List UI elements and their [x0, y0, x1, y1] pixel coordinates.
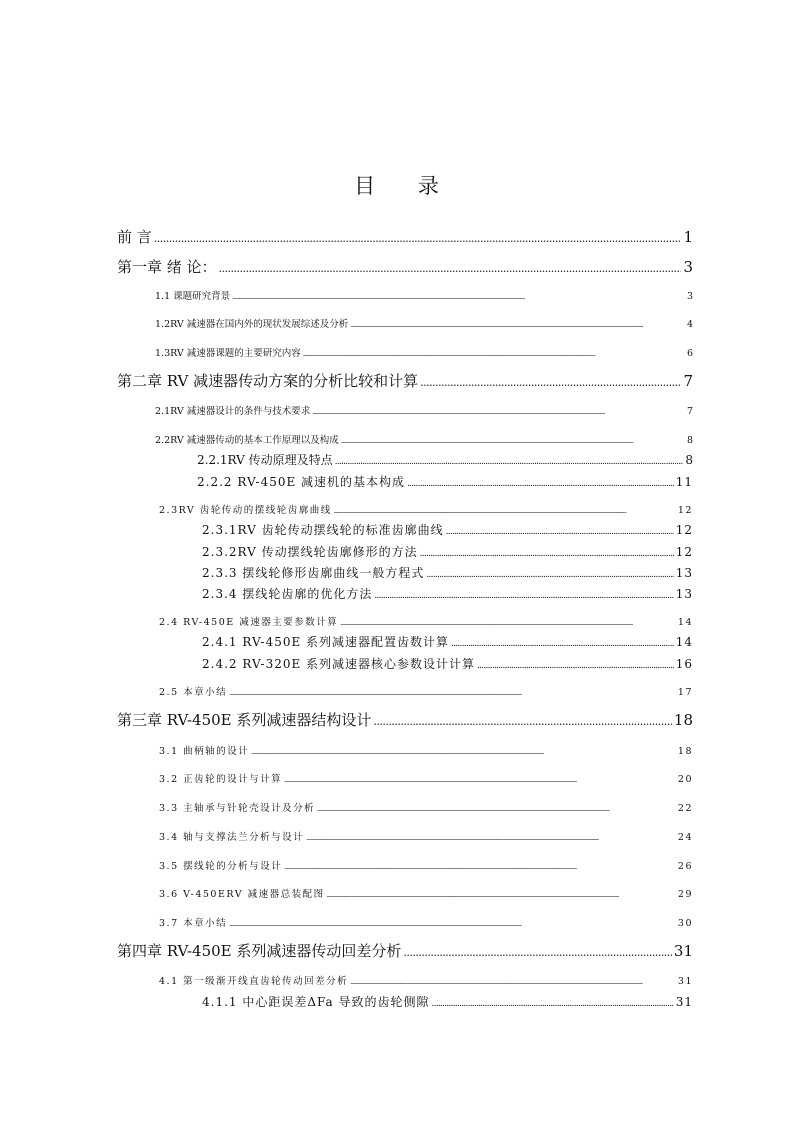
toc-entry-page: 7 — [686, 406, 693, 417]
toc-entry-page: 7 — [683, 372, 693, 390]
leader-dots — [373, 715, 672, 728]
toc-entry-label: 第三章 RV-450E 系列减速器结构设计 — [117, 711, 372, 729]
leader-dots — [403, 946, 672, 959]
leader-dots — [420, 549, 674, 559]
toc-entry-page: 14 — [677, 617, 693, 628]
leader-dots — [426, 570, 673, 580]
toc-entry-label: 3.4 轴与支撑法兰分析与设计 — [159, 832, 305, 843]
toc-entry-label: 3.6 V-450ERV 减速器总装配图 — [159, 889, 325, 900]
toc-entry-label: 3.3 主轴承与针轮壳设计及分析 — [159, 803, 316, 814]
leader-dots — [229, 690, 676, 697]
leader-dots — [446, 527, 674, 537]
toc-entry-label: 2.5 本章小结 — [159, 687, 228, 698]
toc-entry-label: 3.2 正齿轮的设计与计算 — [159, 774, 283, 785]
toc-entry[interactable] — [117, 226, 693, 247]
toc-entry[interactable] — [155, 316, 693, 330]
toc-entry-label: 2.3RV 齿轮传动的摆线轮齿廓曲线 — [159, 505, 332, 516]
toc-entry[interactable] — [202, 655, 693, 672]
toc-entry[interactable] — [159, 915, 693, 929]
toc-entry-label: 2.1RV 减速器设计的条件与技术要求 — [155, 406, 311, 417]
leader-dots — [350, 979, 676, 986]
toc-entry-label: 2.4.1 RV-450E 系列减速器配置齿数计算 — [202, 635, 450, 649]
toc-entry-page: 11 — [675, 475, 693, 489]
toc-entry-label: 3.5 摆线轮的分析与设计 — [159, 861, 283, 872]
leader-dots — [407, 479, 674, 489]
toc-entry[interactable] — [159, 502, 693, 516]
toc-entry-page: 6 — [686, 348, 693, 359]
toc-entry-page: 31 — [673, 942, 693, 960]
toc-entry-page: 12 — [677, 505, 693, 516]
toc-entry-label: 1.1 课题研究背景 — [155, 291, 231, 302]
toc-entry-page: 13 — [675, 587, 693, 601]
toc-entry-label: 4.1 第一级渐开线直齿轮传动回差分析 — [159, 976, 349, 987]
toc-entry[interactable] — [202, 585, 693, 602]
toc-entry[interactable] — [159, 684, 693, 698]
toc-entry[interactable] — [155, 345, 693, 359]
leader-dots — [350, 322, 685, 329]
leader-dots — [374, 591, 673, 601]
toc-entry[interactable] — [155, 288, 693, 302]
toc-entry[interactable] — [117, 940, 693, 961]
leader-dots — [334, 508, 676, 515]
toc-entry-page: 18 — [673, 711, 693, 729]
toc-entry[interactable] — [159, 973, 693, 987]
toc-entry[interactable] — [155, 432, 693, 446]
toc-entry[interactable] — [159, 829, 693, 843]
toc-entry[interactable] — [159, 743, 693, 757]
leader-dots — [420, 376, 681, 389]
toc-entry-label: 3.7 本章小结 — [159, 918, 228, 929]
toc-entry-page: 12 — [675, 523, 693, 537]
toc-entry-page: 1 — [683, 228, 693, 246]
toc-entry[interactable] — [202, 633, 693, 650]
toc-entry[interactable] — [202, 993, 693, 1010]
toc-entry-label: 2.3.3 摆线轮修形齿廓曲线一般方程式 — [202, 566, 425, 580]
toc-entry-label: 前 言 — [117, 228, 152, 246]
leader-dots — [306, 835, 676, 842]
toc-entry-label: 2.4.2 RV-320E 系列减速器核心参数设计计算 — [202, 657, 476, 671]
toc-entry[interactable] — [117, 709, 693, 730]
leader-dots — [284, 864, 676, 871]
leader-dots — [312, 409, 685, 416]
toc-entry-page: 20 — [677, 774, 693, 785]
toc-entry-page: 3 — [683, 258, 693, 276]
toc-entry-page: 8 — [685, 453, 693, 467]
leader-dots — [341, 438, 685, 445]
toc-entry-label: 第二章 RV 减速器传动方案的分析比较和计算 — [117, 372, 419, 390]
leader-dots — [335, 457, 684, 467]
leader-dots — [229, 921, 676, 928]
toc-entry[interactable] — [197, 473, 693, 490]
leader-dots — [284, 777, 676, 784]
leader-dots — [327, 892, 676, 899]
toc-entry-page: 31 — [675, 995, 693, 1009]
leader-dots — [340, 620, 676, 627]
toc-entry-page: 26 — [677, 861, 693, 872]
toc-title: 目 录 — [354, 174, 457, 198]
toc-entry[interactable] — [159, 771, 693, 785]
toc-entry[interactable] — [117, 256, 693, 277]
toc-entry[interactable] — [117, 370, 693, 391]
leader-dots — [232, 294, 685, 301]
toc-entry-label: 4.1.1 中心距误差ΔFa 导致的齿轮侧隙 — [202, 995, 430, 1009]
toc-entry-label: 2.3.2RV 传动摆线轮齿廓修形的方法 — [202, 545, 418, 559]
toc-entry-page: 13 — [675, 566, 693, 580]
toc-entry-label: 2.3.1RV 齿轮传动摆线轮的标准齿廓曲线 — [202, 523, 444, 537]
toc-entry-page: 17 — [677, 687, 693, 698]
toc-entry-label: 第四章 RV-450E 系列减速器传动回差分析 — [117, 942, 402, 960]
toc-entry-label: 1.2RV 减速器在国内外的现状发展综述及分析 — [155, 319, 349, 330]
leader-dots — [317, 806, 676, 813]
toc-entry-page: 18 — [677, 746, 693, 757]
toc-entry-page: 4 — [686, 319, 693, 330]
toc-entry-page: 14 — [675, 635, 693, 649]
toc-entry[interactable] — [202, 521, 693, 538]
toc-entry-page: 31 — [677, 976, 693, 987]
toc-entry[interactable] — [159, 886, 693, 900]
toc-entry-page: 30 — [677, 918, 693, 929]
toc-entry-page: 16 — [675, 657, 693, 671]
toc-entry-label: 第一章 绪 论： — [117, 258, 217, 276]
leader-dots — [219, 262, 682, 275]
toc-entry[interactable] — [197, 451, 693, 468]
toc-entry-page: 12 — [675, 545, 693, 559]
toc-entry[interactable] — [159, 614, 693, 628]
toc-entry[interactable] — [155, 403, 693, 417]
toc-entry-label: 1.3RV 减速器课题的主要研究内容 — [155, 348, 301, 359]
toc-entry-page: 24 — [677, 832, 693, 843]
leader-dots — [432, 999, 674, 1009]
leader-dots — [154, 232, 682, 245]
toc-entry-label: 3.1 曲柄轴的设计 — [159, 746, 250, 757]
leader-dots — [303, 351, 685, 358]
toc-entry-page: 8 — [686, 435, 693, 446]
toc-entry-page: 3 — [686, 291, 693, 302]
toc-entry[interactable] — [202, 564, 693, 581]
toc-entry-page: 29 — [677, 889, 693, 900]
toc-entry[interactable] — [202, 543, 693, 560]
toc-entry-label: 2.2RV 减速器传动的基本工作原理以及构成 — [155, 435, 339, 446]
toc-entry-label: 2.4 RV-450E 减速器主要参数计算 — [159, 617, 339, 628]
toc-entry[interactable] — [159, 858, 693, 872]
leader-dots — [477, 661, 674, 671]
leader-dots — [251, 749, 676, 756]
toc-entry-label: 2.2.1RV 传动原理及特点 — [197, 453, 333, 467]
toc-entry-label: 2.2.2 RV-450E 减速机的基本构成 — [197, 475, 406, 489]
toc-entry-label: 2.3.4 摆线轮齿廓的优化方法 — [202, 587, 373, 601]
leader-dots — [451, 639, 674, 649]
toc-entry-page: 22 — [677, 803, 693, 814]
toc-entry[interactable] — [159, 800, 693, 814]
